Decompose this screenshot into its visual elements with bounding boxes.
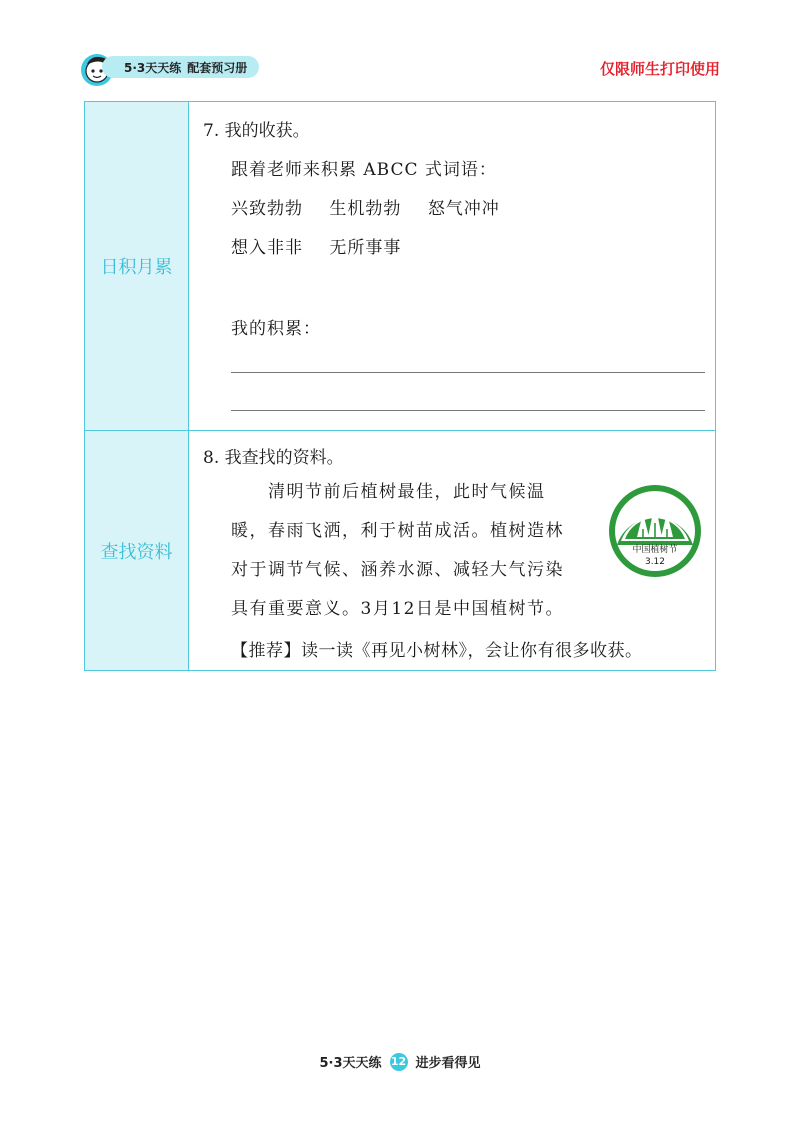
- paragraph-line: 暖，春雨飞洒，利于树苗成活。植树造林: [231, 521, 564, 541]
- page-footer: [0, 1052, 800, 1071]
- brand-pill: [102, 56, 259, 78]
- word-item: 想入非非: [231, 238, 303, 258]
- section-content-research: [189, 431, 715, 670]
- paragraph-line: 对于调节气候、涵养水源、减轻大气污染: [231, 560, 564, 580]
- section-label-research: 查找资料: [85, 431, 189, 670]
- question-7-instruction: 跟着老师来积累 ABCC 式词语：: [231, 160, 497, 180]
- word-item: 生机勃勃: [329, 199, 402, 219]
- arbor-day-badge: [607, 483, 703, 579]
- worksheet-table: [84, 101, 716, 671]
- answer-line-2[interactable]: [231, 410, 705, 411]
- word-item: 兴致勃勃: [231, 199, 303, 219]
- brand-title: 5·3天天练: [124, 60, 182, 75]
- word-item: 怒气冲冲: [427, 199, 500, 219]
- page-number: 12: [390, 1053, 408, 1071]
- section-research: [85, 430, 715, 670]
- question-8-title: 8. 我查找的资料。: [203, 448, 344, 468]
- restriction-notice: 仅限师生打印使用: [599, 60, 720, 78]
- footer-brand: 5·3天天练: [319, 1056, 382, 1071]
- recommendation-text: 【推荐】读一读《再见小树林》，会让你有很多收获。: [231, 641, 643, 661]
- my-accumulation-label: 我的积累：: [231, 319, 321, 339]
- badge-date: 3.12: [644, 557, 666, 567]
- answer-line-1[interactable]: [231, 372, 705, 373]
- word-item: 无所事事: [329, 238, 402, 258]
- research-paragraph: [231, 473, 611, 629]
- paragraph-line: 具有重要意义。3月12日是中国植树节。: [231, 599, 564, 619]
- section-content-accumulation: [189, 102, 715, 430]
- word-list-row-2: [231, 233, 421, 258]
- footer-slogan: 进步看得见: [415, 1056, 481, 1071]
- paragraph-line: 清明节前后植树最佳，此时气候温: [231, 482, 546, 502]
- badge-title: 中国植树节: [632, 545, 678, 555]
- word-list-row-1: [231, 194, 520, 219]
- page-header: [80, 50, 720, 90]
- brand-subtitle: 配套预习册: [187, 60, 248, 75]
- section-accumulation: [85, 102, 715, 430]
- question-7-title: 7. 我的收获。: [203, 121, 310, 141]
- section-label-accumulation: 日积月累: [85, 102, 189, 430]
